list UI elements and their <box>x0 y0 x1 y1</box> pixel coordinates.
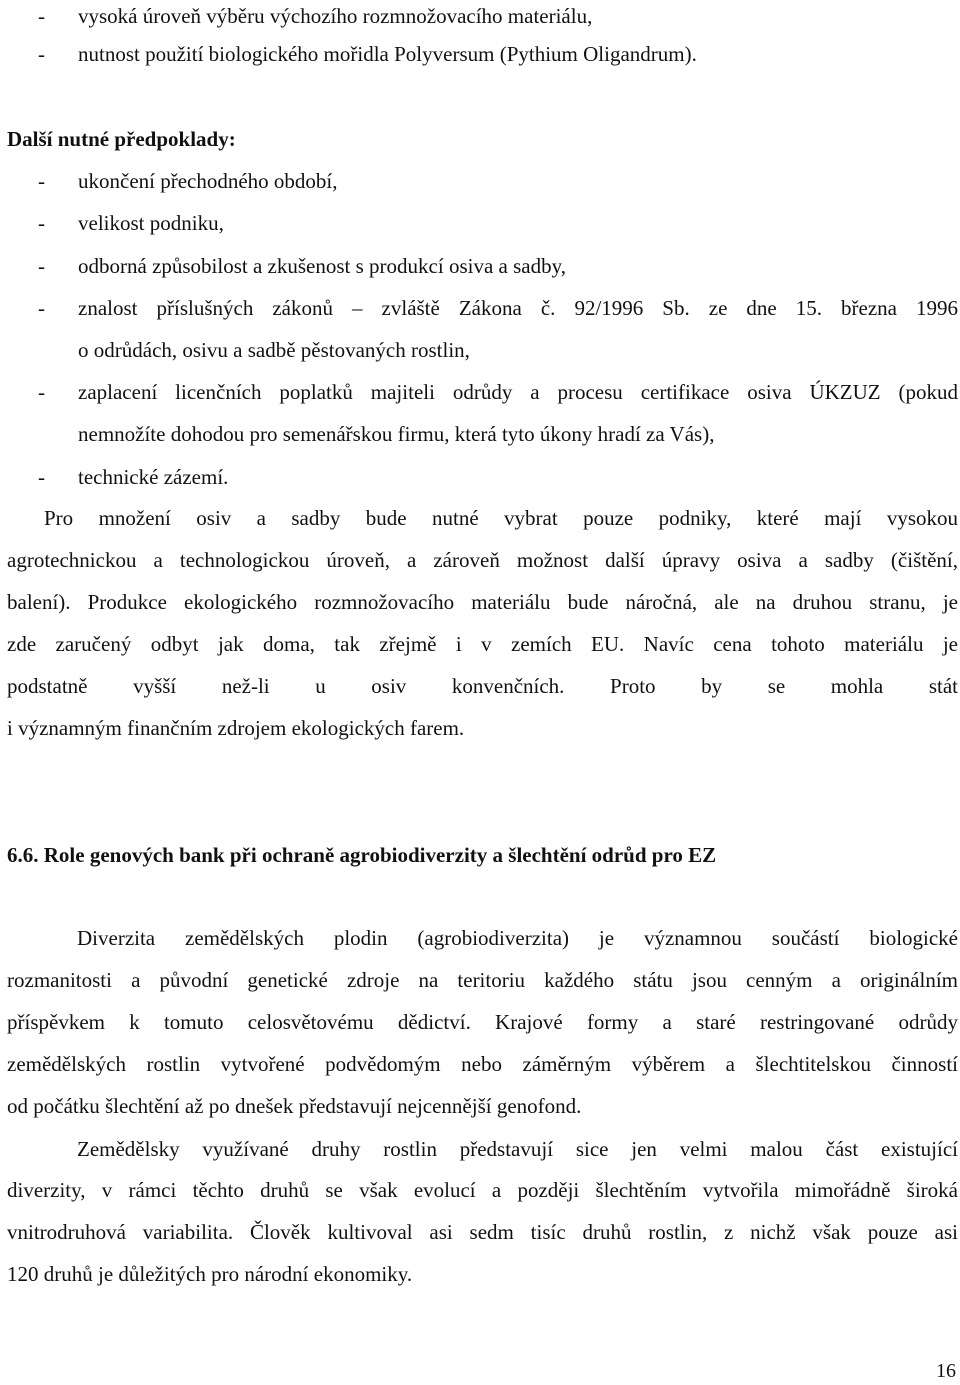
list-item: zaplacení licenčních poplatků majiteli odrůdy a procesu certifikace osiva ÚKZUZ (pokud <box>78 380 958 404</box>
paragraph-line: Zemědělsky využívané druhy rostlin představují sice jen velmi malou část existující <box>77 1137 958 1161</box>
list-item: velikost podniku, <box>78 211 224 235</box>
paragraph-line: balení). Produkce ekologického rozmnožovacího materiálu bude náročná, ale na druhou stranu, je <box>7 590 958 614</box>
list-bullet: - <box>38 42 45 66</box>
paragraph-line: zde zaručený odbyt jak doma, tak zřejmě i v zemích EU. Navíc cena tohoto materiálu je <box>7 632 958 656</box>
list-bullet: - <box>38 169 45 193</box>
prerequisites-heading: Další nutné předpoklady: <box>7 127 236 151</box>
list-item: nutnost použití biologického mořidla Polyversum (Pythium Oligandrum). <box>78 42 697 66</box>
list-bullet: - <box>38 254 45 278</box>
paragraph-line: podstatně vyšší než-li u osiv konvenčních. Proto by se mohla stát <box>7 674 958 698</box>
list-bullet: - <box>38 4 45 28</box>
list-item: technické zázemí. <box>78 465 229 489</box>
paragraph-line: vnitrodruhová variabilita. Člověk kultivoval asi sedm tisíc druhů rostlin, z nichž však pouze asi <box>7 1220 958 1244</box>
paragraph-line: rozmanitosti a původní genetické zdroje na teritoriu každého státu jsou cenným a originálním <box>7 968 958 992</box>
paragraph-line: zemědělských rostlin vytvořené podvědomým nebo záměrným výběrem a šlechtitelskou činností <box>7 1052 958 1076</box>
list-bullet: - <box>38 380 45 404</box>
list-item: znalost příslušných zákonů – zvláště Zákona č. 92/1996 Sb. ze dne 15. března 1996 <box>78 296 958 320</box>
list-item: ukončení přechodného období, <box>78 169 338 193</box>
paragraph-line: příspěvkem k tomuto celosvětovému dědictví. Krajové formy a staré restringované odrůdy <box>7 1010 958 1034</box>
page-number: 16 <box>936 1360 956 1382</box>
paragraph-line: diverzity, v rámci těchto druhů se však evolucí a později šlechtěním vytvořila mimořádně široká <box>7 1178 958 1202</box>
list-bullet: - <box>38 211 45 235</box>
paragraph-line: agrotechnickou a technologickou úroveň, a zároveň možnost další úpravy osiva a sadby (čištění, <box>7 548 958 572</box>
section-number: 6.6. <box>7 843 39 867</box>
list-bullet: - <box>38 296 45 320</box>
list-item-continuation: o odrůdách, osivu a sadbě pěstovaných rostlin, <box>78 338 470 362</box>
section-title: Role genových bank při ochraně agrobiodiverzity a šlechtění odrůd pro EZ <box>43 843 717 867</box>
list-bullet: - <box>38 465 45 489</box>
list-item: vysoká úroveň výběru výchozího rozmnožovacího materiálu, <box>78 4 593 28</box>
list-item: odborná způsobilost a zkušenost s produkcí osiva a sadby, <box>78 254 566 278</box>
paragraph-line: 120 druhů je důležitých pro národní ekonomiky. <box>7 1262 413 1286</box>
paragraph-line: Diverzita zemědělských plodin (agrobiodiverzita) je významnou součástí biologické <box>77 926 958 950</box>
section-heading <box>7 845 716 866</box>
paragraph-line: i významným finančním zdrojem ekologických farem. <box>7 716 465 740</box>
paragraph-line: od počátku šlechtění až po dnešek představují nejcennější genofond. <box>7 1094 582 1118</box>
list-item-continuation: nemnožíte dohodou pro semenářskou firmu, která tyto úkony hradí za Vás), <box>78 422 715 446</box>
paragraph-line: Pro množení osiv a sadby bude nutné vybrat pouze podniky, které mají vysokou <box>44 506 958 530</box>
